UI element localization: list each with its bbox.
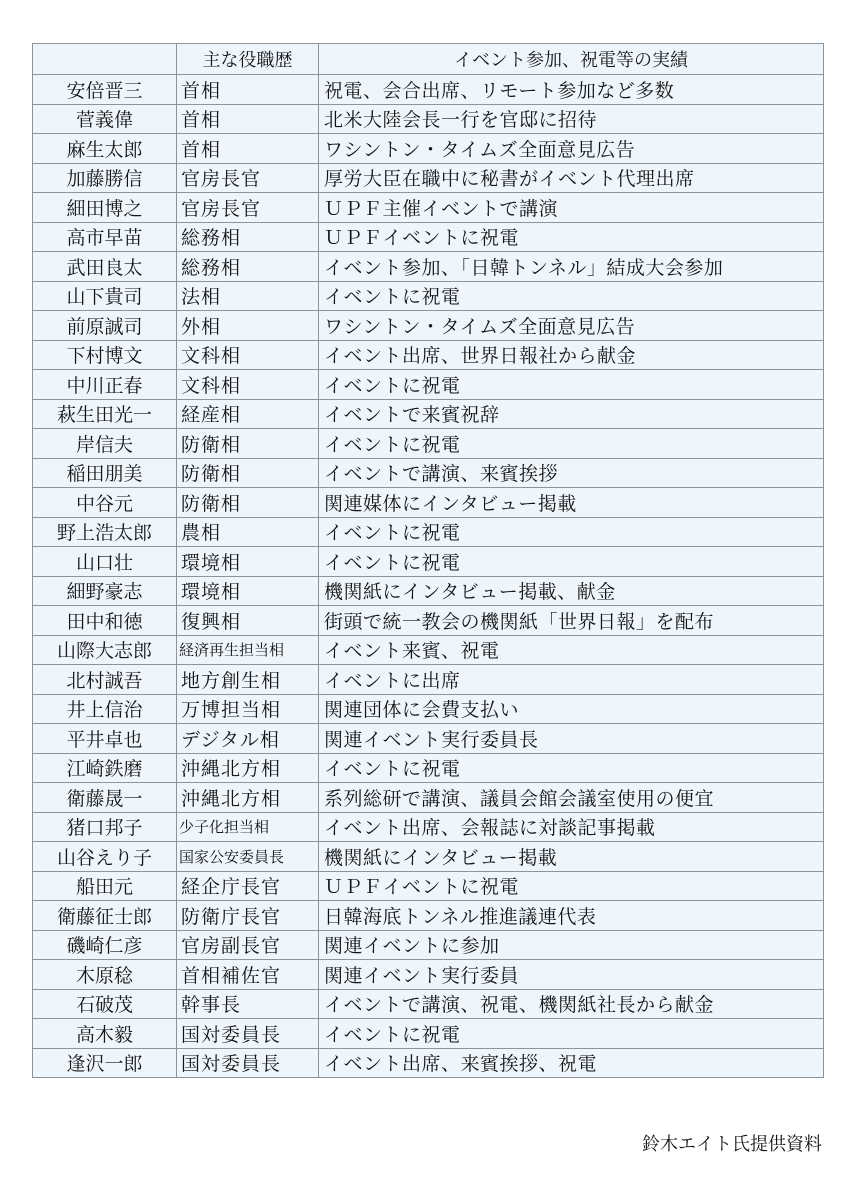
table-row: [33, 488, 824, 518]
cell-post: 文科相: [177, 340, 319, 370]
cell-name: 逢沢一郎: [33, 1048, 177, 1078]
cell-post: 外相: [177, 311, 319, 341]
table-row: [33, 724, 824, 754]
table-row: [33, 635, 824, 665]
cell-activity: ワシントン・タイムズ全面意見広告: [319, 134, 824, 164]
cell-name: 衛藤晟一: [33, 783, 177, 813]
cell-name: 江崎鉄磨: [33, 753, 177, 783]
header-activity: イベント参加、祝電等の実績: [319, 44, 824, 75]
table-row: [33, 340, 824, 370]
table-header-row: [33, 44, 824, 75]
cell-post: 環境相: [177, 547, 319, 577]
cell-post: 文科相: [177, 370, 319, 400]
cell-activity: イベントに出席: [319, 665, 824, 695]
table-row: [33, 547, 824, 577]
table-row: [33, 399, 824, 429]
cell-activity: 街頭で統一教会の機関紙「世界日報」を配布: [319, 606, 824, 636]
cell-post: 農相: [177, 517, 319, 547]
table-row: [33, 75, 824, 105]
table-row: [33, 134, 824, 164]
cell-post: 国家公安委員長: [177, 842, 319, 872]
cell-name: 下村博文: [33, 340, 177, 370]
cell-post: 少子化担当相: [177, 812, 319, 842]
cell-name: 山際大志郎: [33, 635, 177, 665]
cell-activity: 祝電、会合出席、リモート参加など多数: [319, 75, 824, 105]
table-row: [33, 1048, 824, 1078]
cell-post: 首相補佐官: [177, 960, 319, 990]
cell-post: 復興相: [177, 606, 319, 636]
table-row: [33, 871, 824, 901]
cell-post: 官房副長官: [177, 930, 319, 960]
cell-name: 北村誠吾: [33, 665, 177, 695]
cell-post: 官房長官: [177, 193, 319, 223]
cell-name: 石破茂: [33, 989, 177, 1019]
cell-activity: 機関紙にインタビュー掲載、献金: [319, 576, 824, 606]
source-credit: 鈴木エイト氏提供資料: [642, 1134, 822, 1155]
cell-post: 防衛相: [177, 488, 319, 518]
cell-activity: 関連団体に会費支払い: [319, 694, 824, 724]
cell-name: 山下貴司: [33, 281, 177, 311]
cell-name: 加藤勝信: [33, 163, 177, 193]
cell-post: 防衛庁長官: [177, 901, 319, 931]
table-row: [33, 222, 824, 252]
cell-name: 安倍晋三: [33, 75, 177, 105]
cell-name: 中谷元: [33, 488, 177, 518]
cell-activity: イベント出席、来賓挨拶、祝電: [319, 1048, 824, 1078]
cell-activity: 関連イベントに参加: [319, 930, 824, 960]
table-row: [33, 1019, 824, 1049]
cell-activity: 関連媒体にインタビュー掲載: [319, 488, 824, 518]
cell-post: 官房長官: [177, 163, 319, 193]
cell-name: 中川正春: [33, 370, 177, 400]
cell-post: 防衛相: [177, 458, 319, 488]
cell-post: 幹事長: [177, 989, 319, 1019]
cell-activity: イベントで来賓祝辞: [319, 399, 824, 429]
cell-activity: 北米大陸会長一行を官邸に招待: [319, 104, 824, 134]
table-row: [33, 606, 824, 636]
table-row: [33, 842, 824, 872]
table-row: [33, 665, 824, 695]
cell-post: 環境相: [177, 576, 319, 606]
cell-name: 前原誠司: [33, 311, 177, 341]
table-row: [33, 252, 824, 282]
cell-name: 山谷えり子: [33, 842, 177, 872]
cell-activity: イベントで講演、祝電、機関紙社長から献金: [319, 989, 824, 1019]
cell-name: 平井卓也: [33, 724, 177, 754]
cell-post: 首相: [177, 104, 319, 134]
table-row: [33, 193, 824, 223]
cell-activity: イベント来賓、祝電: [319, 635, 824, 665]
table-row: [33, 960, 824, 990]
cell-activity: イベントに祝電: [319, 753, 824, 783]
cell-activity: イベントに祝電: [319, 1019, 824, 1049]
cell-activity: イベントに祝電: [319, 370, 824, 400]
table-row: [33, 783, 824, 813]
cell-name: 磯崎仁彦: [33, 930, 177, 960]
table-row: [33, 458, 824, 488]
cell-activity: イベントに祝電: [319, 547, 824, 577]
cell-activity: イベント出席、世界日報社から献金: [319, 340, 824, 370]
cell-name: 麻生太郎: [33, 134, 177, 164]
cell-name: 岸信夫: [33, 429, 177, 459]
table-row: [33, 989, 824, 1019]
table-row: [33, 901, 824, 931]
table-row: [33, 104, 824, 134]
cell-post: 総務相: [177, 222, 319, 252]
cell-activity: 厚労大臣在職中に秘書がイベント代理出席: [319, 163, 824, 193]
cell-name: 船田元: [33, 871, 177, 901]
cell-post: デジタル相: [177, 724, 319, 754]
cell-name: 井上信治: [33, 694, 177, 724]
table-row: [33, 812, 824, 842]
table-row: [33, 517, 824, 547]
table-row: [33, 281, 824, 311]
table-row: [33, 311, 824, 341]
cell-activity: イベントに祝電: [319, 429, 824, 459]
cell-activity: 関連イベント実行委員: [319, 960, 824, 990]
table-row: [33, 694, 824, 724]
table-row: [33, 930, 824, 960]
cell-name: 稲田朋美: [33, 458, 177, 488]
cell-activity: 日韓海底トンネル推進議連代表: [319, 901, 824, 931]
cell-activity: 機関紙にインタビュー掲載: [319, 842, 824, 872]
cell-post: 経済再生担当相: [177, 635, 319, 665]
cell-activity: 関連イベント実行委員長: [319, 724, 824, 754]
cell-post: 法相: [177, 281, 319, 311]
cell-activity: イベントで講演、来賓挨拶: [319, 458, 824, 488]
table-row: [33, 429, 824, 459]
politicians-table: [32, 43, 824, 1078]
cell-activity: イベントに祝電: [319, 281, 824, 311]
header-name: [33, 44, 177, 75]
cell-name: 木原稔: [33, 960, 177, 990]
cell-activity: ＵＰＦイベントに祝電: [319, 871, 824, 901]
cell-activity: ＵＰＦ主催イベントで講演: [319, 193, 824, 223]
cell-activity: イベント出席、会報誌に対談記事掲載: [319, 812, 824, 842]
table-row: [33, 753, 824, 783]
cell-activity: ワシントン・タイムズ全面意見広告: [319, 311, 824, 341]
cell-name: 山口壮: [33, 547, 177, 577]
cell-post: 国対委員長: [177, 1048, 319, 1078]
cell-name: 野上浩太郎: [33, 517, 177, 547]
cell-name: 高市早苗: [33, 222, 177, 252]
cell-post: 防衛相: [177, 429, 319, 459]
cell-post: 経産相: [177, 399, 319, 429]
cell-name: 高木毅: [33, 1019, 177, 1049]
cell-post: 沖縄北方相: [177, 783, 319, 813]
cell-post: 首相: [177, 75, 319, 105]
cell-name: 武田良太: [33, 252, 177, 282]
cell-post: 総務相: [177, 252, 319, 282]
cell-post: 国対委員長: [177, 1019, 319, 1049]
cell-post: 経企庁長官: [177, 871, 319, 901]
cell-activity: イベント参加、「日韓トンネル」結成大会参加: [319, 252, 824, 282]
table-body: [33, 75, 824, 1078]
cell-post: 沖縄北方相: [177, 753, 319, 783]
table-row: [33, 576, 824, 606]
cell-activity: ＵＰＦイベントに祝電: [319, 222, 824, 252]
cell-name: 衛藤征士郎: [33, 901, 177, 931]
cell-name: 萩生田光一: [33, 399, 177, 429]
cell-name: 菅義偉: [33, 104, 177, 134]
cell-name: 細田博之: [33, 193, 177, 223]
cell-activity: イベントに祝電: [319, 517, 824, 547]
table-row: [33, 370, 824, 400]
table-row: [33, 163, 824, 193]
cell-name: 田中和徳: [33, 606, 177, 636]
cell-name: 細野豪志: [33, 576, 177, 606]
cell-post: 首相: [177, 134, 319, 164]
cell-post: 万博担当相: [177, 694, 319, 724]
cell-post: 地方創生相: [177, 665, 319, 695]
cell-name: 猪口邦子: [33, 812, 177, 842]
header-post: 主な役職歴: [177, 44, 319, 75]
cell-activity: 系列総研で講演、議員会館会議室使用の便宜: [319, 783, 824, 813]
